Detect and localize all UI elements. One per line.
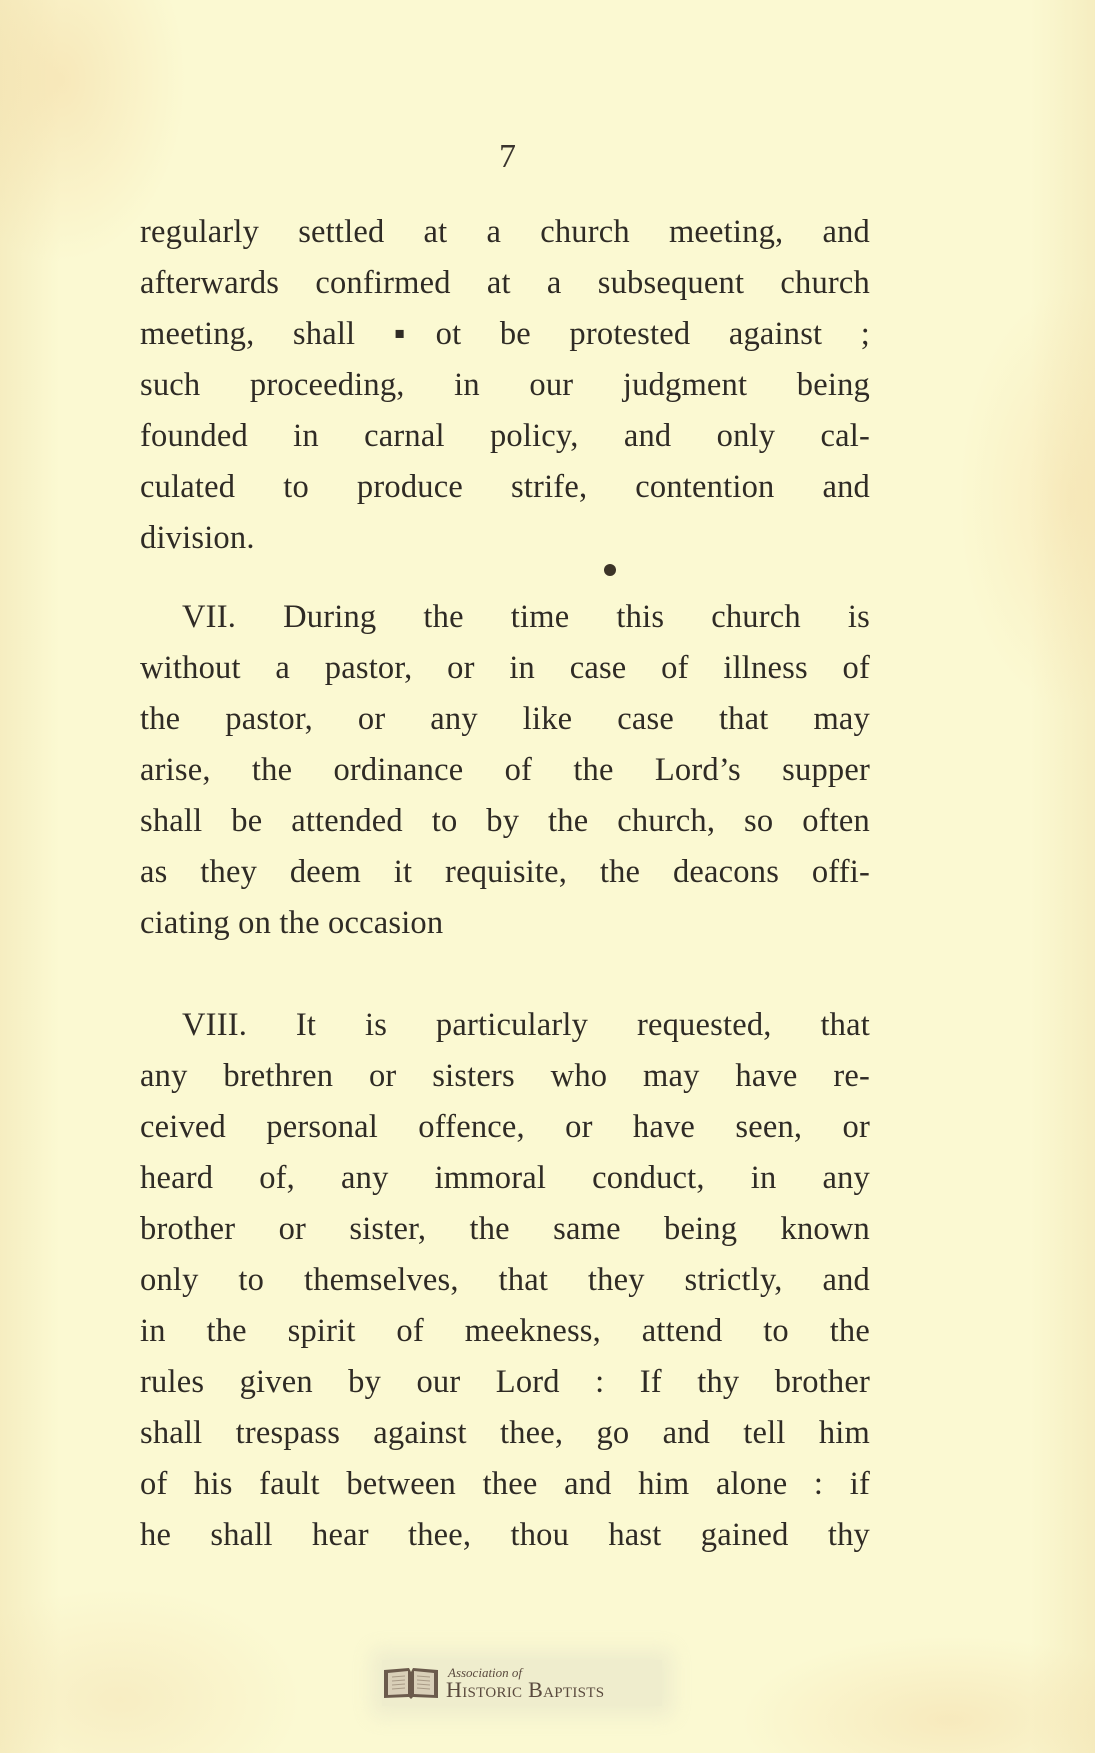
text-line: founded in carnal policy, and only cal- — [140, 418, 870, 454]
text-line: rules given by our Lord : If thy brother — [140, 1364, 870, 1400]
text-line: such proceeding, in our judgment being — [140, 367, 870, 403]
text-line: ciating on the occasion — [140, 905, 444, 941]
text-line: he shall hear thee, thou hast gained thy — [140, 1517, 870, 1553]
logo-text — [446, 1666, 604, 1701]
paragraph-continuation — [140, 207, 870, 564]
text-line: any brethren or sisters who may have re- — [140, 1058, 870, 1094]
logo-title: Historic Baptists — [446, 1676, 605, 1702]
text-line: division. — [140, 520, 255, 556]
text-line: as they deem it requisite, the deacons offi- — [140, 854, 870, 890]
paragraph-article-vii — [140, 592, 870, 949]
text-line: shall trespass against thee, go and tell him — [140, 1415, 870, 1451]
ink-spot — [604, 564, 616, 576]
text-line: afterwards confirmed at a subsequent church — [140, 265, 870, 301]
text-line: the pastor, or any like case that may — [140, 701, 870, 737]
text-line: brother or sister, the same being known — [140, 1211, 870, 1247]
text-line: arise, the ordinance of the Lord’s supper — [140, 752, 870, 788]
text-line: culated to produce strife, contention and — [140, 469, 870, 505]
text-line: in the spirit of meekness, attend to the — [140, 1313, 870, 1349]
text-line: without a pastor, or in case of illness of — [140, 650, 870, 686]
text-line: of his fault between thee and him alone : if — [140, 1466, 870, 1502]
text-line: shall be attended to by the church, so often — [140, 803, 870, 839]
text-line: regularly settled at a church meeting, and — [140, 214, 870, 250]
logo-subtitle: Association of — [448, 1664, 523, 1680]
text-line: heard of, any immoral conduct, in any — [140, 1160, 870, 1196]
text-line: meeting, shall ▪ot be protested against ; — [140, 316, 870, 352]
text-line: ceived personal offence, or have seen, or — [140, 1109, 870, 1145]
page-number: 7 — [499, 138, 516, 175]
watermark-logo — [382, 1660, 662, 1706]
paragraph-article-viii — [140, 1000, 870, 1561]
text-line: only to themselves, that they strictly, and — [140, 1262, 870, 1298]
open-book-icon — [382, 1666, 440, 1700]
text-line: VII. During the time this church is — [182, 599, 870, 635]
text-line: VIII. It is particularly requested, that — [182, 1007, 870, 1043]
